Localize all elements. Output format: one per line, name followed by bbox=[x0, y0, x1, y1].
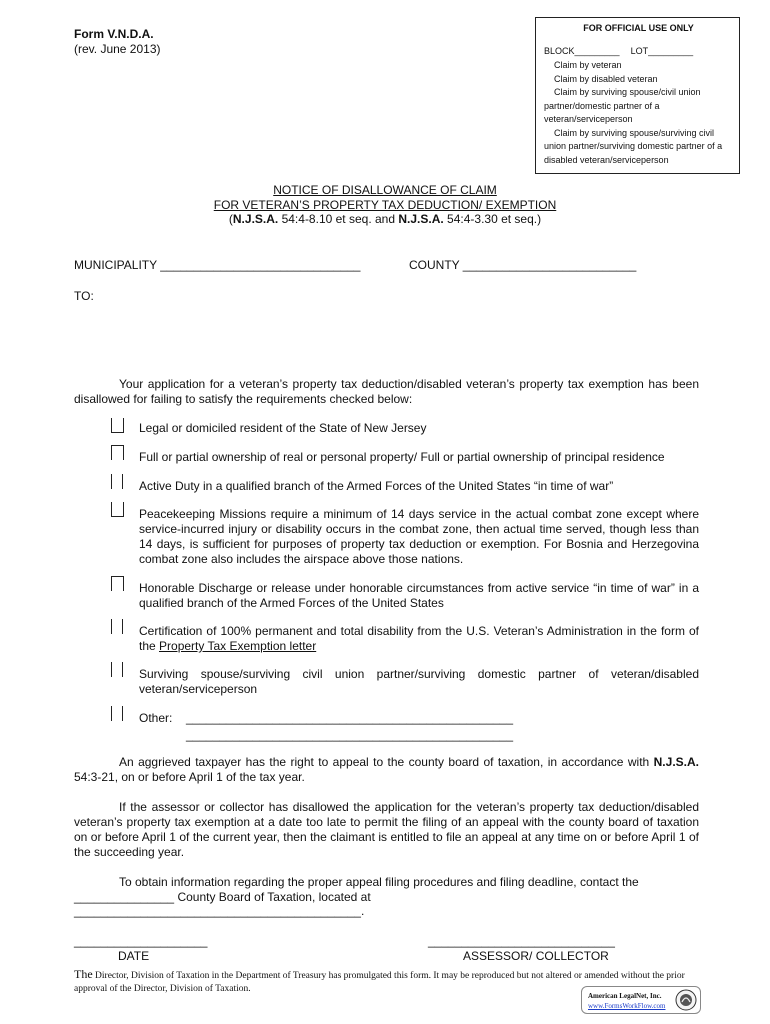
checkbox-residency[interactable] bbox=[111, 418, 124, 433]
notice-title bbox=[0, 183, 770, 227]
checkbox-disability-certification[interactable] bbox=[111, 619, 123, 634]
requirement-other: Other: bbox=[139, 711, 173, 725]
official-use-item[interactable]: Claim by disabled veteran bbox=[554, 73, 658, 84]
title-line-1: NOTICE OF DISALLOWANCE OF CLAIM bbox=[273, 183, 497, 197]
block-lot-row bbox=[544, 45, 733, 59]
requirement-active-duty: Active Duty in a qualified branch of the Armed Forces of the United States “in time of war” bbox=[139, 479, 614, 493]
contact-line-2[interactable]: _______________ County Board of Taxation, located at bbox=[74, 890, 371, 904]
late-text: If the assessor or collector has disallowed the application for the veteran’s property tax deduction/disabled veteran’s property tax exemption at a date too late to permit the filing of an appeal with the county board of taxation on or before April 1 of the current year, then the claimant is entitled to file an appeal at any time on or before April 1 of the succeeding year. bbox=[74, 800, 699, 859]
title-line-2: FOR VETERAN’S PROPERTY TAX DEDUCTION/ EXEMPTION bbox=[213, 197, 557, 212]
assessor-label: ASSESSOR/ COLLECTOR bbox=[463, 949, 609, 963]
intro-text: Your application for a veteran’s property tax deduction/disabled veteran’s property tax exemption has been disallowed for failing to satisfy the requirements checked below: bbox=[74, 377, 699, 406]
title-statutes: (N.J.S.A. 54:4-8.10 et seq. and N.J.S.A. 54:4-3.30 et seq.) bbox=[228, 212, 542, 226]
assessor-signature-line[interactable]: ____________________________ bbox=[428, 934, 615, 948]
requirement-ownership: Full or partial ownership of real or personal property/ Full or partial ownership of principal residence bbox=[139, 450, 665, 464]
form-id: Form V.N.D.A. bbox=[74, 27, 154, 41]
contact-line-1: To obtain information regarding the proper appeal filing procedures and filing deadline, contact the bbox=[119, 875, 639, 889]
statute-label: N.J.S.A. bbox=[232, 212, 279, 226]
late-disallowance-paragraph bbox=[74, 800, 699, 860]
checkbox-active-duty[interactable] bbox=[111, 474, 123, 489]
contact-line-3[interactable]: ___________________________________________. bbox=[74, 904, 365, 918]
appeal-statute: N.J.S.A. bbox=[653, 755, 699, 769]
logo-url[interactable]: www.FormsWorkFlow.com bbox=[588, 1002, 666, 1010]
official-use-item[interactable]: Claim by surviving spouse/surviving civil union partner/surviving domestic partner of a disabled veteran/serviceperson bbox=[544, 127, 723, 165]
intro-paragraph bbox=[74, 377, 699, 407]
checkbox-peacekeeping[interactable] bbox=[111, 502, 124, 517]
form-revision: (rev. June 2013) bbox=[74, 42, 161, 56]
county-field[interactable]: COUNTY __________________________ bbox=[409, 258, 637, 272]
seal-icon bbox=[675, 989, 697, 1011]
statute-label: N.J.S.A. bbox=[398, 212, 444, 226]
american-legalnet-logo[interactable] bbox=[581, 986, 701, 1014]
logo-name: American LegalNet, Inc. bbox=[588, 992, 662, 1000]
official-use-item[interactable]: Claim by veteran bbox=[554, 60, 622, 70]
footer-text: Director, Division of Taxation in the Department of Treasury has promulgated this form. It may be reproduced but not altered or amended without the prior approval of the Director, Division of Taxation. bbox=[74, 971, 685, 994]
appeal-text-a: An aggrieved taxpayer has the right to appeal to the county board of taxation, in accordance with bbox=[119, 755, 654, 769]
lot-field[interactable]: LOT_________ bbox=[630, 45, 694, 56]
statute-ref: 54:4-8.10 et seq. and bbox=[278, 212, 399, 226]
official-use-title: FOR OFFICIAL USE ONLY bbox=[583, 23, 694, 33]
requirement-residency: Legal or domiciled resident of the State of New Jersey bbox=[139, 421, 427, 435]
checkbox-honorable-discharge[interactable] bbox=[111, 576, 124, 591]
checkbox-other[interactable] bbox=[111, 706, 123, 721]
requirement-honorable-discharge: Honorable Discharge or release under honorable circumstances from active service “in time of war” in a qualified branch of the Armed Forces of the United States bbox=[139, 581, 699, 610]
other-field-line-1[interactable]: _________________________________________________ bbox=[186, 711, 514, 725]
checkbox-surviving-spouse[interactable] bbox=[111, 662, 123, 677]
requirement-disability-certification bbox=[139, 624, 699, 654]
official-use-item[interactable]: Claim by surviving spouse/civil union partner/domestic partner of a veteran/serviceperson bbox=[544, 87, 701, 124]
checkbox-ownership[interactable] bbox=[111, 445, 124, 460]
official-use-box bbox=[535, 17, 740, 174]
date-label: DATE bbox=[118, 949, 150, 963]
requirement-peacekeeping: Peacekeeping Missions require a minimum of 14 days service in the actual combat zone except where service-incurred injury or disability occurs in the combat zone, then actual time served, though less than 14 days, is sufficient for purposes of property tax deduction or exemption. For Bosnia and Herzegovina combat zone also includes the airspace above those nations. bbox=[139, 507, 699, 566]
statute-ref: 54:4-3.30 et seq.) bbox=[443, 212, 542, 226]
other-field-line-2[interactable]: _________________________________________________ bbox=[186, 728, 514, 742]
property-tax-exemption-letter: Property Tax Exemption letter bbox=[159, 639, 317, 653]
municipality-field[interactable]: MUNICIPALITY ______________________________ bbox=[74, 258, 361, 272]
appeal-paragraph bbox=[74, 755, 699, 785]
footer-the: The bbox=[74, 967, 93, 981]
to-label: TO: bbox=[74, 289, 94, 303]
date-signature-line[interactable]: ____________________ bbox=[74, 934, 208, 948]
appeal-text-b: 54:3-21, on or before April 1 of the tax year. bbox=[74, 770, 305, 784]
requirement-surviving-spouse: Surviving spouse/surviving civil union partner/surviving domestic partner of veteran/disabled veteran/serviceperson bbox=[139, 667, 699, 696]
block-field[interactable]: BLOCK_________ bbox=[544, 45, 620, 56]
requirement-disability-text: Certification of 100% permanent and total disability from the U.S. Veteran’s Administration in the form of the bbox=[139, 624, 699, 653]
